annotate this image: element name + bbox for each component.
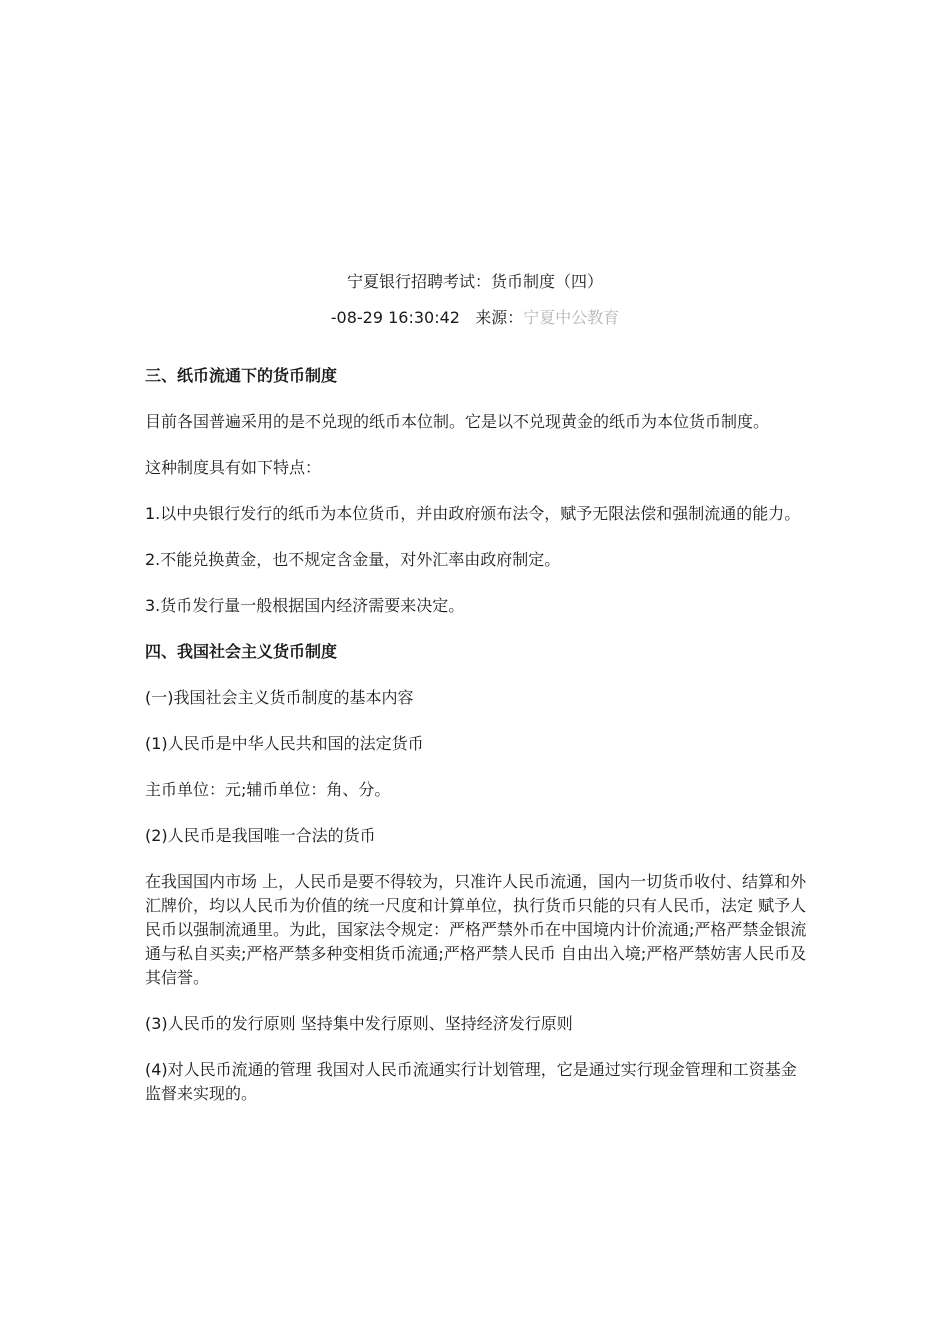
body-paragraph: (3)人民币的发行原则 坚持集中发行原则、坚持经济发行原则 [145, 1014, 573, 1033]
article-body [145, 364, 810, 1128]
body-paragraph: 目前各国普遍采用的是不兑现的纸币本位制。它是以不兑现黄金的纸币为本位货币制度。 [145, 412, 770, 431]
meta-gap [460, 308, 475, 327]
article-meta [0, 306, 950, 330]
body-paragraph: 2.不能兑换黄金，也不规定含金量，对外汇率由政府制定。 [145, 550, 561, 569]
body-paragraph: 3.货币发行量一般根据国内经济需要来决定。 [145, 596, 465, 615]
body-paragraph: (1)人民币是中华人民共和国的法定货币 [145, 734, 424, 753]
body-paragraph: (4)对人民币流通的管理 我国对人民币流通实行计划管理，它是通过实行现金管理和工资基金监督来实现的。 [145, 1060, 797, 1103]
body-paragraph: 主币单位：元;辅币单位：角、分。 [145, 780, 391, 799]
article-title: 宁夏银行招聘考试：货币制度（四） [346, 272, 603, 291]
section-heading: 三、纸币流通下的货币制度 [145, 366, 338, 385]
section-heading: 四、我国社会主义货币制度 [145, 642, 338, 661]
body-paragraph: 1.以中央银行发行的纸币为本位货币，并由政府颁布法令，赋予无限法偿和强制流通的能力。 [145, 504, 801, 523]
body-paragraph: (2)人民币是我国唯一合法的货币 [145, 826, 376, 845]
source-link[interactable]: 宁夏中公教育 [523, 308, 620, 327]
source-label: 来源： [475, 308, 524, 327]
body-paragraph: 这种制度具有如下特点： [145, 458, 322, 477]
body-paragraph: (一)我国社会主义货币制度的基本内容 [145, 688, 414, 707]
body-paragraph: 在我国国内市场 上，人民币是要不得较为，只准许人民币流通，国内一切货币收付、结算和外汇牌价，均以人民币为价值的统一尺度和计算单位，执行货币只能的只有人民币，法定 赋予人民币以强制流通里。为此，国家法令规定：严格严禁外币在中国境内计价流通;严格严禁金银流通与私自买卖;严格严禁多种变相货币流通;严格严禁人民币 自由出入境;严格严禁妨害人民币及其信誉。 [145, 872, 807, 987]
article-date: -08-29 16:30:42 [330, 308, 460, 327]
